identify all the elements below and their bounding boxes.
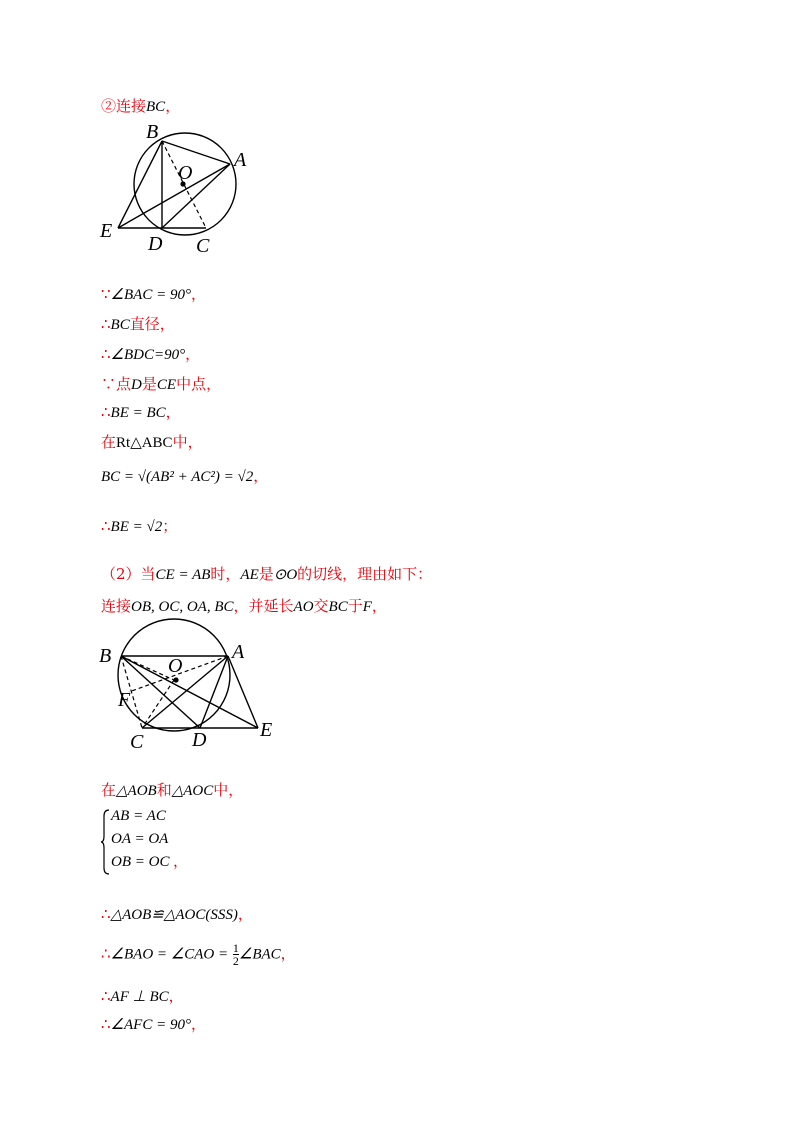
- label-b: B: [99, 645, 112, 667]
- step-afc-90: ∴∠AFC = 90°，: [101, 1015, 206, 1033]
- label-d: D: [148, 233, 163, 255]
- step-congruent: ∴△AOB≌△AOC(SSS)，: [101, 905, 253, 923]
- label-e: E: [100, 220, 113, 242]
- label-o: O: [168, 655, 183, 677]
- label-d: D: [192, 729, 207, 751]
- center-dot-o: [173, 677, 178, 682]
- step-connect-ob-oc: 连接OB, OC, OA, BC，并延长AO交BC于F，: [101, 597, 387, 615]
- equation-system: [101, 808, 281, 876]
- segment-ad: [200, 656, 228, 728]
- label-c: C: [196, 235, 210, 257]
- segment-ae: [228, 656, 258, 728]
- segment-ad: [162, 164, 230, 228]
- label-e: E: [260, 719, 273, 741]
- step-bc-diameter: ∴BC直径，: [101, 315, 175, 333]
- left-brace: [101, 808, 111, 876]
- step-in-aob-aoc: 在△AOB和△AOC中，: [101, 781, 244, 799]
- label-f: F: [118, 689, 131, 711]
- label-a: A: [234, 149, 247, 171]
- system-comma: ，: [173, 854, 189, 870]
- label-o: O: [178, 162, 193, 184]
- step-angle-half: ∴∠BAO = ∠CAO = $\frac{1}{2}$ ∠BAC，: [101, 941, 296, 968]
- equation-ab-ac: AB = AC: [111, 808, 166, 824]
- step-be-eq-bc: ∴BE = BC，: [101, 403, 181, 421]
- label-b: B: [146, 121, 159, 143]
- equation-oa-oa: OA = OA: [111, 831, 169, 847]
- step-be-value: ∴BE = √2；: [101, 517, 178, 535]
- step-af-perp-bc: ∴AF ⊥ BC，: [101, 987, 184, 1005]
- step-connect-bc: ②连接BC，: [101, 97, 181, 115]
- geometry-figure-1: [98, 120, 258, 260]
- label-a: A: [232, 641, 245, 663]
- step-d-midpoint: ∵点D是CE中点，: [101, 375, 222, 393]
- step-bdc-90: ∴∠BDC=90°，: [101, 345, 201, 363]
- geometry-figure-2: [96, 618, 286, 758]
- part-2-statement: （2）当CE = AB时，AE是⊙O的切线，理由如下：: [101, 565, 433, 583]
- segment-ob-dashed: [121, 656, 174, 680]
- label-c: C: [130, 731, 144, 753]
- fraction-one-half: $\frac{1}{2}$: [232, 941, 239, 968]
- step-bc-value: BC = √(AB² + AC²) = √2，: [101, 467, 269, 485]
- equation-ob-oc: OB = OC: [111, 854, 170, 870]
- segment-oc-dashed: [142, 680, 174, 728]
- segment-ac: [142, 656, 228, 728]
- step-in-rt-abc: 在Rt△ABC中，: [101, 433, 203, 451]
- segment-be: [121, 656, 258, 728]
- step-bac-90: ∵∠BAC = 90°，: [101, 285, 206, 303]
